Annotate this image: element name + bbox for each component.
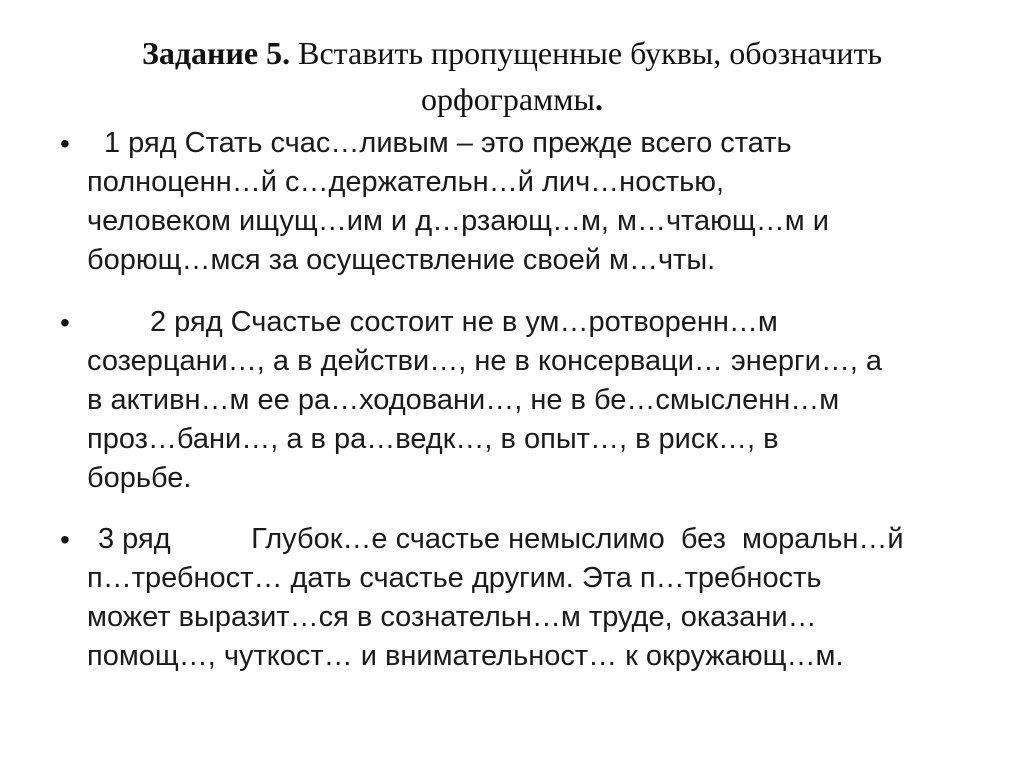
item-1-line-3: человеком ищущ…им и д…рзающ…м, м…чтающ…м и <box>87 205 829 237</box>
item-1-line-1: 1 ряд Стать счас…ливым – это прежде всего стать <box>104 127 792 159</box>
title-text-line1: Вставить пропущенные буквы, обозначить <box>290 35 883 71</box>
item-3-line-3: может выразит…ся в сознательн…м труде, оказани… <box>87 601 817 633</box>
item-3-line-4: помощ…, чуткост… и внимательност… к окружающ…м. <box>87 640 844 672</box>
item-1-line-4: борющ…мся за осуществление своей м…чты. <box>87 244 716 276</box>
item-3-line-2: п…требност… дать счастье другим. Эта п…требность <box>87 562 822 594</box>
item-2-line-3: в активн…м ее ра…ходовани…, не в бе…смысленн…м <box>87 384 840 416</box>
item-2-line-2: созерцани…, а в действи…, не в консерваци… энерги…, а <box>87 345 883 377</box>
bullet-item-3: • <box>60 524 70 555</box>
item-2-line-4: проз…бани…, а в ра…ведк…, в опыт…, в риск…, в <box>87 423 779 455</box>
title-task-number: Задание 5. <box>141 35 291 71</box>
bullet-item-2: • <box>60 307 70 338</box>
slide-title <box>60 30 964 122</box>
bullet-item-1: • <box>60 128 70 159</box>
item-3-line-1: 3 ряд Глубок…е счастье немыслимо без моральн…й <box>98 523 904 555</box>
item-2-line-5: борьбе. <box>87 462 192 494</box>
title-dot: . <box>595 81 604 117</box>
item-2-line-1: 2 ряд Счастье состоит не в ум…ротворенн…м <box>150 306 778 338</box>
title-text-line2: орфограммы <box>420 81 596 117</box>
item-1-line-2: полноценн…й с…держательн…й лич…ностью, <box>87 166 725 198</box>
